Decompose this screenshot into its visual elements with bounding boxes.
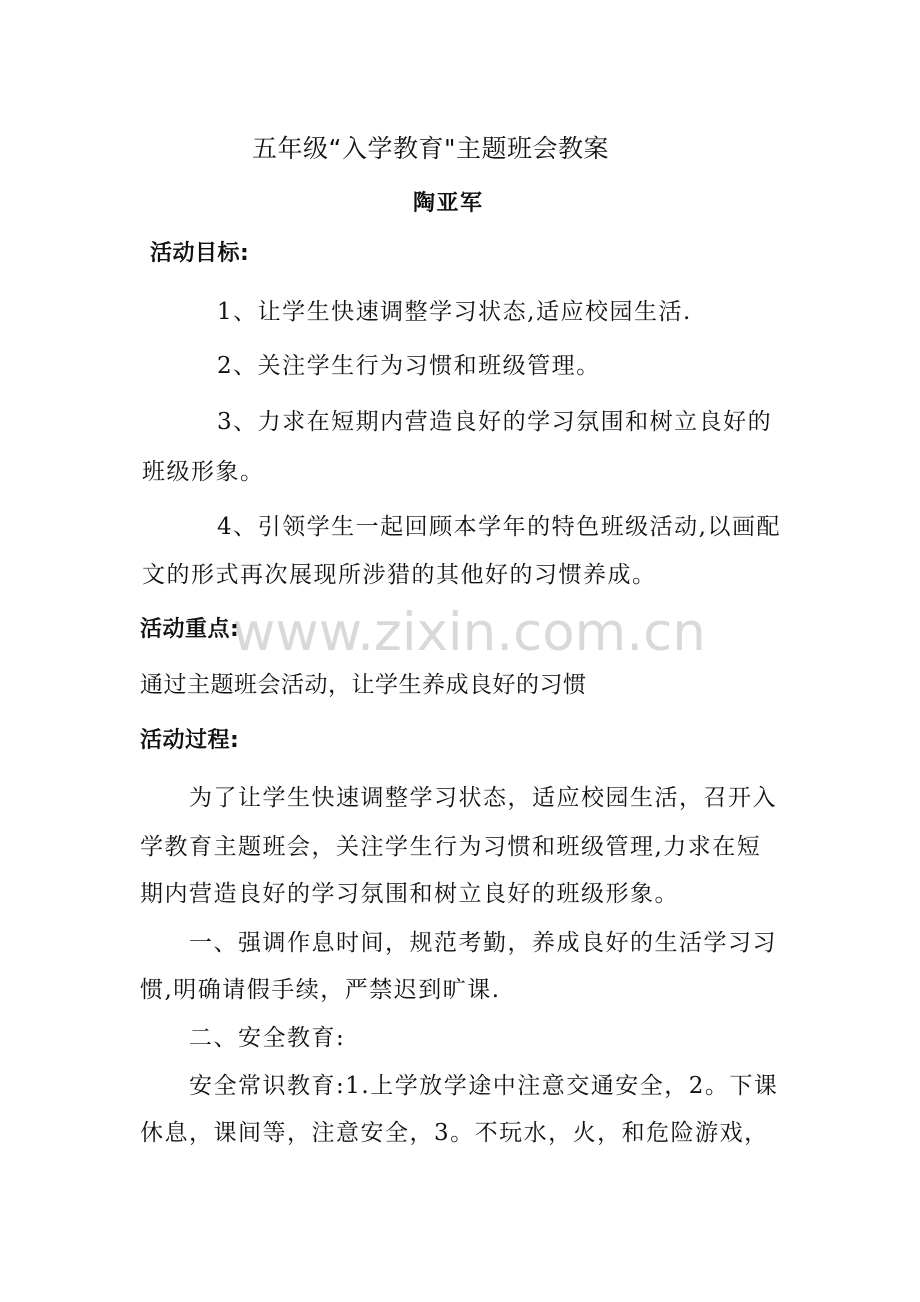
goal-item-3: 3、力求在短期内营造良好的学习氛围和树立良好的	[217, 409, 773, 435]
goal-item-1: 1、让学生快速调整学习状态,适应校园生活.	[217, 299, 692, 325]
process-paragraph-line-3: 期内营造良好的学习氛围和树立良好的班级形象。	[140, 881, 679, 907]
document-title: 五年级“入学教育"主题班会教案	[252, 134, 609, 163]
goal-item-3-continued: 班级形象。	[142, 459, 265, 485]
goal-item-4: 4、引领学生一起回顾本学年的特色班级活动,以画配	[217, 514, 781, 540]
process-item-1-line-2: 惯,明确请假手续，严禁迟到旷课.	[140, 977, 501, 1003]
process-paragraph-line-1: 为了让学生快速调整学习状态，适应校园生活，召开入	[189, 785, 777, 811]
goals-heading: 活动目标:	[150, 241, 250, 266]
process-item-2-heading: 二、安全教育:	[189, 1025, 346, 1051]
focus-text: 通过主题班会活动，让学生养成良好的习惯	[140, 672, 587, 698]
watermark-text: www.zixin.com.cn	[232, 602, 706, 663]
focus-heading: 活动重点:	[140, 617, 240, 642]
process-heading: 活动过程:	[140, 728, 240, 753]
document-author: 陶亚军	[413, 191, 484, 216]
goal-item-2: 2、关注学生行为习惯和班级管理。	[217, 353, 601, 379]
process-item-1-line-1: 一、强调作息时间，规范考勤，养成良好的生活学习习	[189, 930, 777, 956]
safety-text-line-1: 安全常识教育:1.上学放学途中注意交通安全，2。下课	[189, 1073, 779, 1099]
safety-text-line-2: 休息，课间等，注意安全，3。不玩水，火，和危险游戏，	[140, 1120, 769, 1146]
process-paragraph-line-2: 学教育主题班会，关注学生行为习惯和班级管理,力求在短	[140, 834, 762, 860]
goal-item-4-continued: 文的形式再次展现所涉猎的其他好的习惯养成。	[142, 562, 657, 588]
